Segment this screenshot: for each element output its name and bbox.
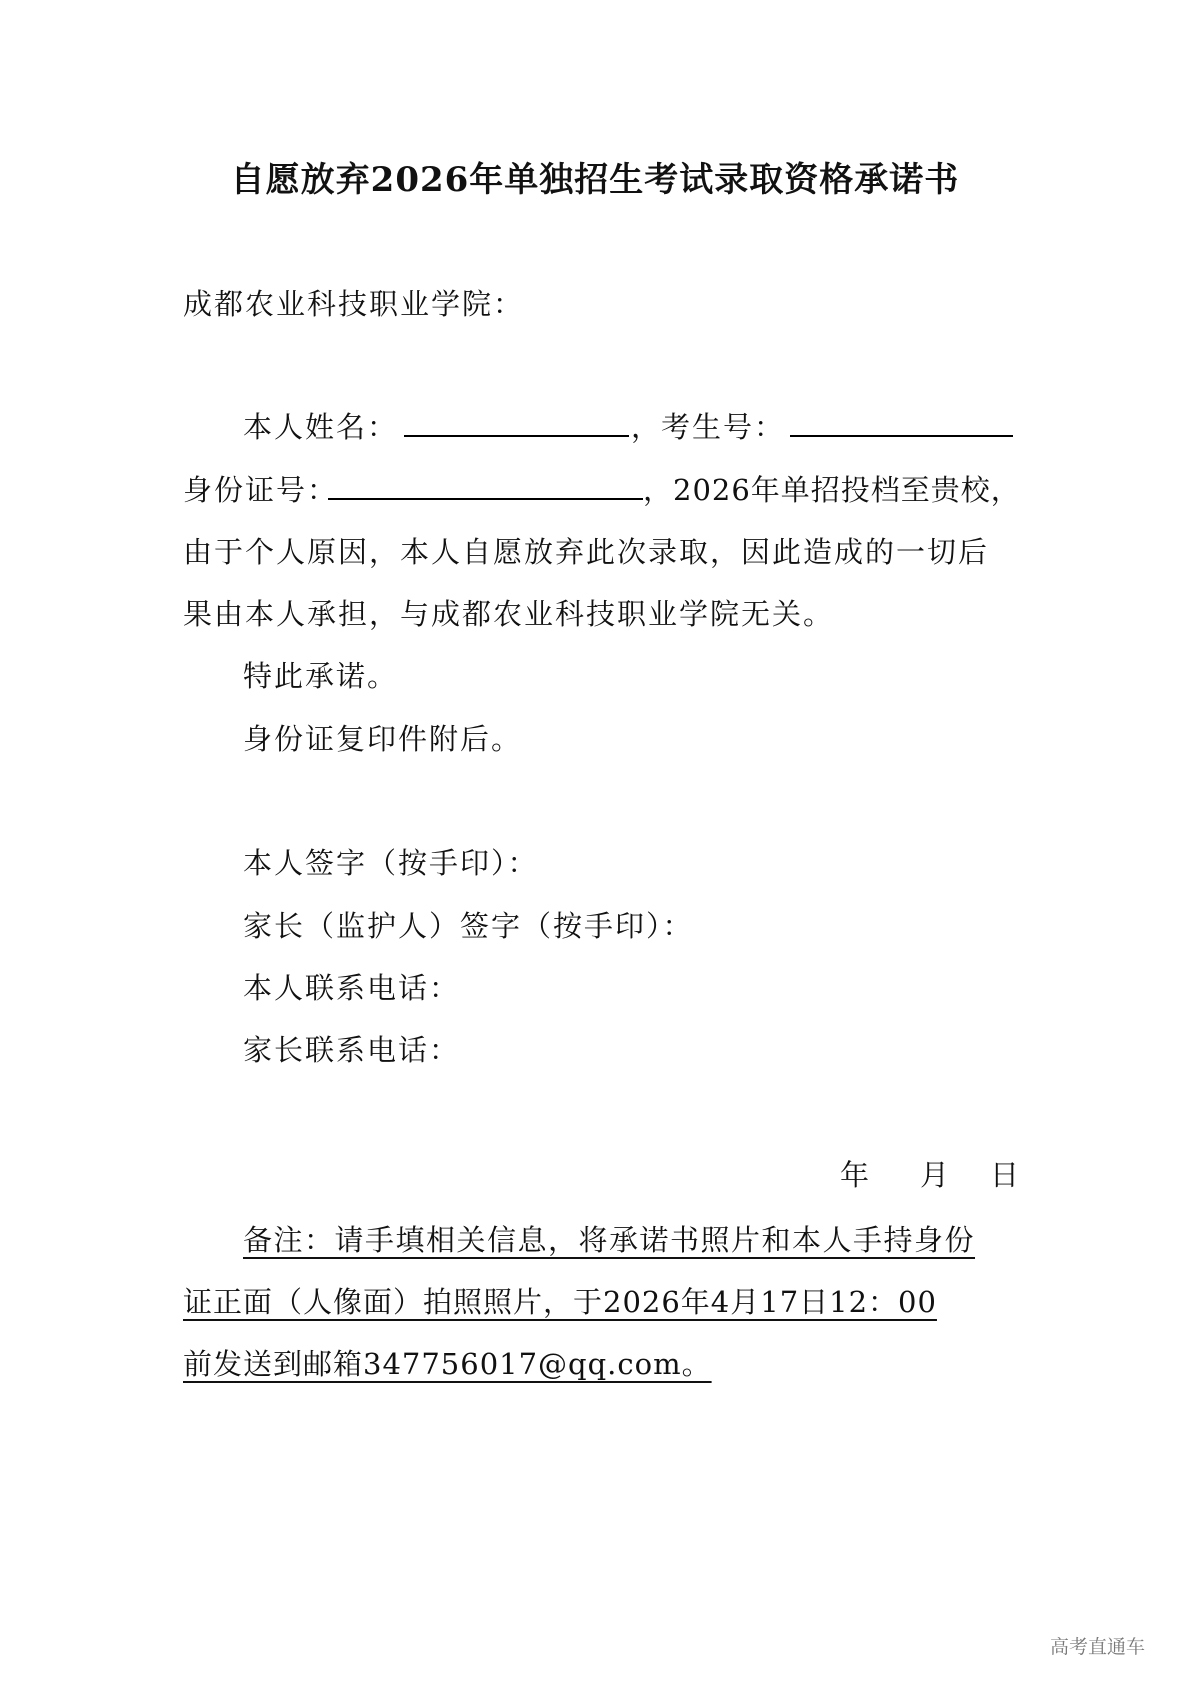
id-label: 身份证号： bbox=[183, 473, 339, 507]
recipient: 成都农业科技职业学院： bbox=[183, 287, 525, 321]
pledge-text: 特此承诺。 bbox=[243, 659, 399, 693]
exam-no-label: 考生号： bbox=[661, 410, 786, 444]
comma: ， bbox=[631, 410, 663, 444]
self-phone-label: 本人联系电话： bbox=[243, 971, 461, 1005]
date-month: 月 bbox=[920, 1158, 952, 1192]
body-line-4: 果由本人承担，与成都农业科技职业学院无关。 bbox=[183, 597, 835, 631]
document-title: 自愿放弃2026年单独招生考试录取资格承诺书 bbox=[230, 160, 960, 200]
id-blank[interactable] bbox=[328, 472, 643, 500]
parent-phone-label: 家长联系电话： bbox=[243, 1033, 461, 1067]
watermark: 高考直通车 bbox=[1050, 1636, 1146, 1658]
note-line-3: 前发送到邮箱347756017@qq.com。 bbox=[183, 1347, 712, 1381]
name-label: 本人姓名： bbox=[243, 410, 399, 444]
self-signature-label: 本人签字（按手印）： bbox=[243, 846, 539, 880]
date-line bbox=[840, 1157, 1022, 1193]
note-line-1: 备注：请手填相关信息，将承诺书照片和本人手持身份 bbox=[243, 1223, 976, 1257]
parent-signature-label: 家长（监护人）签字（按手印）： bbox=[243, 909, 694, 943]
id-after-text: ，2026年单招投档至贵校， bbox=[643, 473, 1021, 507]
exam-no-blank[interactable] bbox=[790, 409, 1013, 437]
date-day: 日 bbox=[990, 1158, 1022, 1192]
id-line bbox=[183, 472, 1023, 508]
note-line-2: 证正面（人像面）拍照照片，于2026年4月17日12：00 bbox=[183, 1285, 937, 1319]
name-blank[interactable] bbox=[404, 409, 629, 437]
name-exam-line bbox=[243, 409, 1023, 445]
body-line-3: 由于个人原因，本人自愿放弃此次录取，因此造成的一切后 bbox=[183, 535, 990, 569]
date-year: 年 bbox=[840, 1158, 872, 1192]
attachment-text: 身份证复印件附后。 bbox=[243, 722, 523, 756]
